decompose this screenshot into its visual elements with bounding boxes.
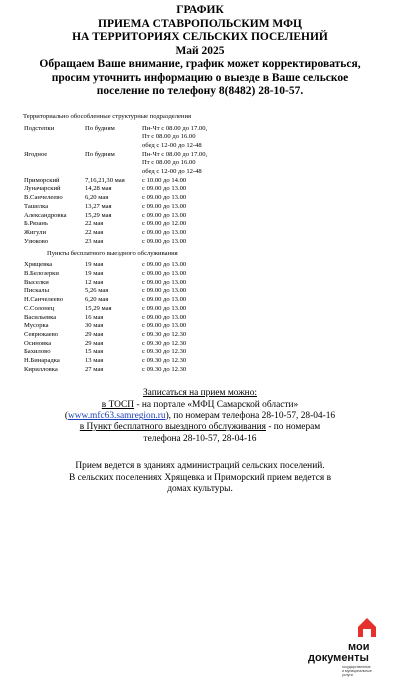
dates-cell: 29 мая [85, 339, 104, 347]
place-cell: В.Белозерки [24, 270, 59, 278]
time-line: с 09.00 до 13.00 [142, 228, 187, 236]
place-cell: Бахилово [24, 348, 51, 356]
place-cell: Луначарский [24, 185, 61, 193]
time-cell [142, 212, 282, 221]
place-cell: Севрюкаево [24, 330, 59, 338]
time-cell [142, 340, 282, 349]
dates-cell: 5,26 мая [85, 287, 109, 295]
time-line: с 09.00 до 13.00 [142, 313, 187, 321]
table-row [24, 270, 282, 279]
time-line: с 09.00 до 13.00 [142, 322, 187, 330]
signup-phones: ), по номерам телефона 28-10-57, 28-04-16 [165, 411, 336, 422]
table-row [24, 151, 282, 177]
dates-cell: 7,16,21,30 мая [85, 176, 125, 184]
place-cell: В.Санчелеево [24, 194, 63, 202]
logo-subtitle-2: и муниципальные услуги [342, 669, 372, 677]
time-cell [142, 314, 282, 323]
place-cell: Приморский [24, 176, 60, 184]
time-line: Пт с 08.00 до 16.00 [142, 159, 196, 167]
signup-line-3 [0, 422, 400, 433]
time-line: с 09.00 до 13.00 [142, 185, 187, 193]
time-line: Пт с 08.00 до 16.00 [142, 133, 196, 141]
time-cell [142, 151, 282, 177]
signup-line-4: телефона 28-10-57, 28-04-16 [143, 433, 257, 444]
dates-cell: 29 мая [85, 330, 104, 338]
time-cell [142, 348, 282, 357]
place-cell: Подстепки [24, 124, 55, 132]
schedule-table-1 [24, 125, 282, 247]
place-cell: Кирилловка [24, 365, 58, 373]
table-row [24, 322, 282, 331]
tosp-text: - на портале «МФЦ Самарской области» [134, 399, 299, 410]
pbvo-label: в Пункт бесплатного выездного обслуживания [79, 422, 266, 433]
time-line: обед с 12-00 до 12-48 [142, 168, 202, 176]
header-title: ГРАФИК [176, 4, 224, 16]
time-cell [142, 331, 282, 340]
place-cell: Н.Санчелеево [24, 296, 64, 304]
table-row [24, 279, 282, 288]
time-line: с 09.00 до 13.00 [142, 304, 187, 312]
time-line: с 09.00 до 13.00 [142, 270, 187, 278]
place-cell: Жигули [24, 228, 46, 236]
dates-cell: 12 мая [85, 278, 104, 286]
dates-cell: 19 мая [85, 270, 104, 278]
table-row [24, 261, 282, 270]
place-cell: Выселки [24, 278, 49, 286]
table-row [24, 203, 282, 212]
header [0, 0, 400, 99]
signup-title: Записаться на прием можно: [142, 388, 257, 399]
table-row [24, 314, 282, 323]
logo-subtitle-1: государственные [342, 665, 371, 669]
dates-cell: 27 мая [85, 365, 104, 373]
table-row [24, 177, 282, 186]
place-cell: Осиновка [24, 339, 52, 347]
dates-cell: 19 мая [85, 261, 104, 269]
time-cell [142, 279, 282, 288]
time-cell [142, 357, 282, 366]
table-row [24, 194, 282, 203]
dates-cell: 15,29 мая [85, 304, 112, 312]
place-cell: Пискалы [24, 287, 50, 295]
time-line: с 09.00 до 13.00 [142, 261, 187, 269]
time-cell [142, 287, 282, 296]
time-line: Пн-Чт с 08.00 до 17.00, [142, 150, 208, 158]
time-cell [142, 177, 282, 186]
signup-block [0, 388, 400, 444]
moi-dokumenty-logo [302, 615, 382, 677]
notice-line-1: Обращаем Ваше внимание, график может корректироваться, [39, 58, 361, 70]
dates-cell: 13 мая [85, 357, 104, 365]
time-line: обед с 12-00 до 12-48 [142, 141, 202, 149]
place-cell: Васильевка [24, 313, 57, 321]
place-cell: Хрящевка [24, 261, 53, 269]
header-subtitle: ПРИЕМА СТАВРОПОЛЬСКИМ МФЦ [98, 17, 302, 30]
time-cell [142, 296, 282, 305]
time-cell [142, 270, 282, 279]
logo-word-2: документы [308, 652, 369, 664]
dates-cell: 15,29 мая [85, 211, 112, 219]
dates-cell: 13,27 мая [85, 202, 112, 210]
time-cell [142, 203, 282, 212]
tosp-label: в ТОСП [101, 399, 135, 410]
section1-title: Территориально обособленные структурные подразделения [23, 112, 192, 120]
time-line: Пн-Чт с 08.00 до 17.00, [142, 124, 208, 132]
time-line: с 09.00 до 13.00 [142, 211, 187, 219]
place-cell: Ташелка [24, 202, 49, 210]
closing-line-2: В сельских поселениях Хрящевка и Приморский прием ведется в [68, 472, 332, 483]
table-row [24, 125, 282, 151]
time-cell [142, 220, 282, 229]
place-cell: Узюково [24, 237, 49, 245]
dates-cell: 6,20 мая [85, 296, 109, 304]
time-cell [142, 305, 282, 314]
closing-line-1: Прием ведется в зданиях администраций сельских поселений. [75, 460, 325, 471]
time-cell [142, 322, 282, 331]
table-row [24, 366, 282, 375]
dates-cell: По будням [85, 150, 115, 158]
table-row [24, 296, 282, 305]
time-line: с 09.00 до 13.00 [142, 287, 187, 295]
table-row [24, 357, 282, 366]
notice-line-2: просим уточнить информацию о выезде в Ваше сельское [51, 71, 349, 84]
time-cell [142, 194, 282, 203]
dates-cell: 6,20 мая [85, 194, 109, 202]
signup-line-2: (www.mfc63.samregion.ru), по номерам телефона 28-10-57, 28-04-16 [64, 411, 336, 422]
notice-line-3: поселение по телефону 8(8482) 28-10-57. [96, 85, 304, 97]
place-cell: Ягодное [24, 150, 48, 158]
time-cell [142, 261, 282, 270]
place-cell: С.Солонец [24, 304, 55, 312]
schedule-table-2 [24, 261, 282, 374]
table-row [24, 220, 282, 229]
dates-cell: 30 мая [85, 322, 104, 330]
table-row [24, 305, 282, 314]
table-row [24, 340, 282, 349]
header-subtitle-2: НА ТЕРРИТОРИЯХ СЕЛЬСКИХ ПОСЕЛЕНИЙ [72, 31, 328, 43]
place-cell: Н.Бинарадка [24, 357, 60, 365]
time-line: с 09.30 до 12.30 [142, 348, 187, 356]
dates-cell: 23 мая [85, 237, 104, 245]
table-row [24, 229, 282, 238]
table-row [24, 238, 282, 247]
dates-cell: 14,28 мая [85, 185, 112, 193]
portal-link[interactable]: www.mfc63.samregion.ru [68, 411, 166, 422]
time-line: с 09.30 до 12.30 [142, 365, 187, 373]
section2-title: Пункты бесплатного выездного обслуживания [47, 250, 178, 258]
pbvo-text: - по номерам [265, 422, 321, 433]
dates-cell: По будням [85, 124, 115, 132]
table-row [24, 185, 282, 194]
dates-cell: 16 мая [85, 313, 104, 321]
logo-mark-icon [355, 615, 379, 639]
time-line: с 09.30 до 12.30 [142, 357, 187, 365]
time-line: с 09.00 до 13.00 [142, 237, 187, 245]
time-line: с 09.00 до 13.00 [142, 202, 187, 210]
table-row [24, 331, 282, 340]
time-cell [142, 229, 282, 238]
time-line: с 09.00 до 13.00 [142, 194, 187, 202]
table-row [24, 212, 282, 221]
signup-line-1 [0, 400, 400, 411]
logo-subtitle [342, 665, 382, 677]
time-cell [142, 238, 282, 247]
time-line: с 09.00 до 13.00 [142, 278, 187, 286]
table-row [24, 348, 282, 357]
time-cell [142, 185, 282, 194]
closing-line-3: домах культуры. [167, 484, 233, 495]
dates-cell: 22 мая [85, 228, 104, 236]
header-month: Май 2025 [175, 44, 225, 57]
dates-cell: 15 мая [85, 348, 104, 356]
logo-word-1: мои [348, 641, 370, 653]
closing-note [0, 461, 400, 496]
place-cell: Александровка [24, 211, 67, 219]
table-row [24, 287, 282, 296]
place-cell: Мусорка [24, 322, 49, 330]
place-cell: Б.Рязань [24, 220, 48, 228]
dates-cell: 22 мая [85, 220, 104, 228]
time-line: с 09.00 до 13.00 [142, 296, 187, 304]
time-cell [142, 125, 282, 151]
time-line: с 10.00 до 14.00 [142, 176, 187, 184]
time-cell [142, 366, 282, 375]
time-line: с 09.00 до 12.00 [142, 220, 187, 228]
time-line: с 09.30 до 12.30 [142, 339, 187, 347]
time-line: с 09.30 до 12.30 [142, 330, 187, 338]
